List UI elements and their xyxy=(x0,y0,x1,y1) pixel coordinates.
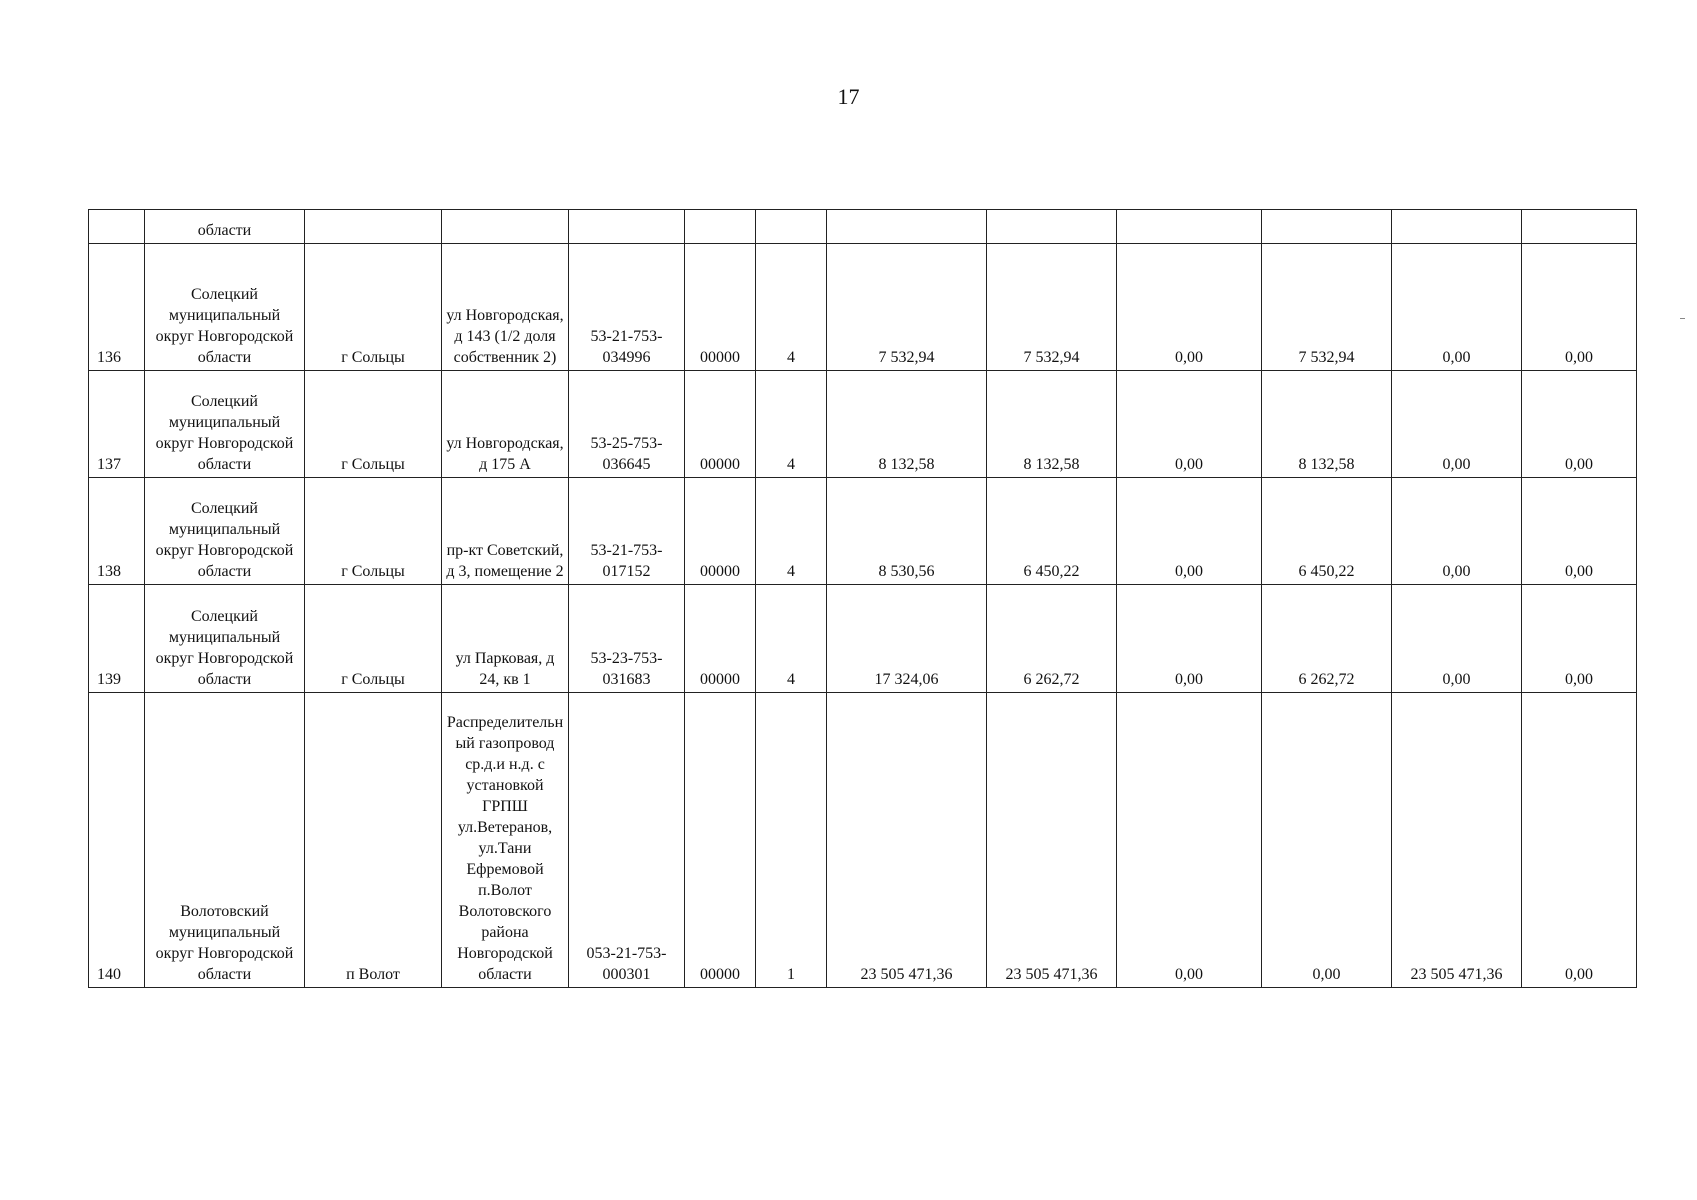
cell-value-2: 7 532,94 xyxy=(987,244,1117,371)
cell-value-6: 0,00 xyxy=(1522,371,1637,478)
cell-code xyxy=(685,210,756,244)
table-row xyxy=(89,371,1637,478)
cell-num: 140 xyxy=(89,693,145,988)
cell-code: 00000 xyxy=(685,478,756,585)
cell-address: ул Парковая, д 24, кв 1 xyxy=(442,585,569,693)
table-row xyxy=(89,244,1637,371)
cell-settlement: г Сольцы xyxy=(305,371,442,478)
cell-account: 53-21-753-017152 xyxy=(569,478,685,585)
cell-category: 4 xyxy=(756,478,827,585)
cell-address xyxy=(442,210,569,244)
cell-value-6 xyxy=(1522,210,1637,244)
cell-value-4: 8 132,58 xyxy=(1262,371,1392,478)
cell-value-5: 0,00 xyxy=(1392,585,1522,693)
cell-address: Распределительный газопровод ср.д.и н.д. с установкой ГРПШ ул.Ветеранов, ул.Тани Ефремовой п.Волот Волотовского района Новгородской области xyxy=(442,693,569,988)
page-number: 17 xyxy=(837,84,860,109)
cell-settlement: п Волот xyxy=(305,693,442,988)
cell-category xyxy=(756,210,827,244)
cell-num: 138 xyxy=(89,478,145,585)
cell-value-3: 0,00 xyxy=(1117,244,1262,371)
cell-settlement: г Сольцы xyxy=(305,478,442,585)
table-row-continued xyxy=(89,210,1637,244)
cell-category: 1 xyxy=(756,693,827,988)
cell-num: 137 xyxy=(89,371,145,478)
cell-num xyxy=(89,210,145,244)
cell-num: 139 xyxy=(89,585,145,693)
cell-value-6: 0,00 xyxy=(1522,693,1637,988)
cell-value-5: 0,00 xyxy=(1392,244,1522,371)
cell-value-4: 6 262,72 xyxy=(1262,585,1392,693)
cell-account: 53-21-753-034996 xyxy=(569,244,685,371)
cell-value-2: 8 132,58 xyxy=(987,371,1117,478)
cell-value-6: 0,00 xyxy=(1522,585,1637,693)
cell-value-5: 0,00 xyxy=(1392,371,1522,478)
cell-municipality: Солецкий муниципальный округ Новгородской области xyxy=(145,244,305,371)
cell-municipality: Солецкий муниципальный округ Новгородской области xyxy=(145,371,305,478)
cell-value-4: 6 450,22 xyxy=(1262,478,1392,585)
table-row xyxy=(89,693,1637,988)
cell-municipality: области xyxy=(145,210,305,244)
cell-value-1: 8 132,58 xyxy=(827,371,987,478)
cell-value-4: 0,00 xyxy=(1262,693,1392,988)
cell-municipality: Солецкий муниципальный округ Новгородской области xyxy=(145,478,305,585)
cell-code: 00000 xyxy=(685,244,756,371)
cell-value-3: 0,00 xyxy=(1117,585,1262,693)
cell-value-5 xyxy=(1392,210,1522,244)
cell-municipality: Волотовский муниципальный округ Новгородской области xyxy=(145,693,305,988)
cell-address: ул Новгородская, д 175 А xyxy=(442,371,569,478)
cell-value-3 xyxy=(1117,210,1262,244)
cell-code: 00000 xyxy=(685,693,756,988)
cell-settlement: г Сольцы xyxy=(305,585,442,693)
cell-address: пр-кт Советский, д 3, помещение 2 xyxy=(442,478,569,585)
cell-value-4 xyxy=(1262,210,1392,244)
cell-account: 053-21-753-000301 xyxy=(569,693,685,988)
cell-value-6: 0,00 xyxy=(1522,478,1637,585)
cell-value-3: 0,00 xyxy=(1117,371,1262,478)
cell-value-2: 6 450,22 xyxy=(987,478,1117,585)
cell-category: 4 xyxy=(756,244,827,371)
cell-account: 53-23-753-031683 xyxy=(569,585,685,693)
cell-value-4: 7 532,94 xyxy=(1262,244,1392,371)
cell-value-2 xyxy=(987,210,1117,244)
cell-value-3: 0,00 xyxy=(1117,478,1262,585)
cell-category: 4 xyxy=(756,371,827,478)
cell-municipality: Солецкий муниципальный округ Новгородской области xyxy=(145,585,305,693)
scan-mark xyxy=(1680,318,1685,319)
cell-value-1: 7 532,94 xyxy=(827,244,987,371)
cell-value-2: 23 505 471,36 xyxy=(987,693,1117,988)
cell-settlement: г Сольцы xyxy=(305,244,442,371)
data-table xyxy=(88,209,1637,988)
cell-category: 4 xyxy=(756,585,827,693)
cell-value-1 xyxy=(827,210,987,244)
cell-value-5: 23 505 471,36 xyxy=(1392,693,1522,988)
cell-num: 136 xyxy=(89,244,145,371)
table-row xyxy=(89,585,1637,693)
table-row xyxy=(89,478,1637,585)
cell-value-1: 8 530,56 xyxy=(827,478,987,585)
cell-code: 00000 xyxy=(685,585,756,693)
cell-account: 53-25-753-036645 xyxy=(569,371,685,478)
cell-value-6: 0,00 xyxy=(1522,244,1637,371)
cell-value-1: 23 505 471,36 xyxy=(827,693,987,988)
cell-settlement xyxy=(305,210,442,244)
cell-value-2: 6 262,72 xyxy=(987,585,1117,693)
cell-value-1: 17 324,06 xyxy=(827,585,987,693)
cell-value-5: 0,00 xyxy=(1392,478,1522,585)
cell-value-3: 0,00 xyxy=(1117,693,1262,988)
cell-code: 00000 xyxy=(685,371,756,478)
cell-address: ул Новгородская, д 143 (1/2 доля собственник 2) xyxy=(442,244,569,371)
cell-account xyxy=(569,210,685,244)
